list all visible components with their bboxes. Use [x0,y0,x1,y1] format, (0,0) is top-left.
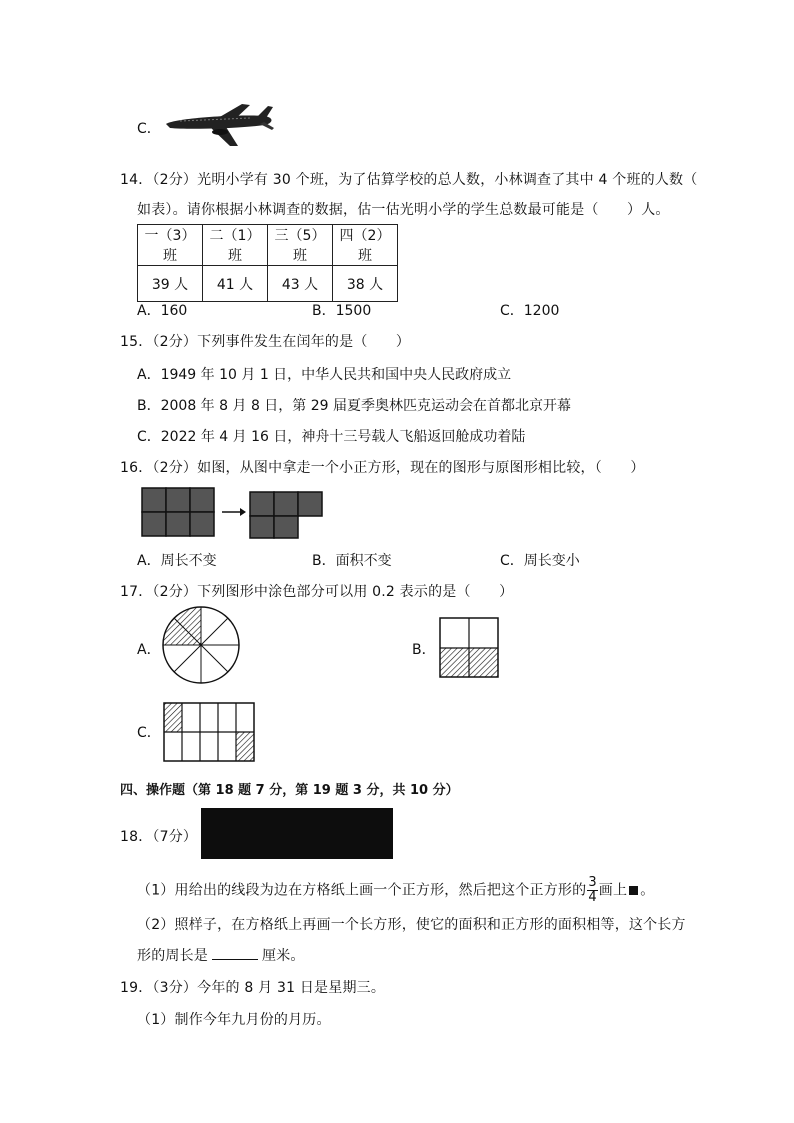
table-cell: 43 人 [268,266,333,302]
q13-option-c-label: C． [137,121,161,137]
q15-option-a[interactable]: A．1949 年 10 月 1 日，中华人民共和国中央人民政府成立 [137,367,512,383]
q14-option-b[interactable]: B．1500 [312,303,372,319]
q17-option-b-square [438,616,500,680]
q18-part2-line1: （2）照样子，在方格纸上再画一个长方形，使它的面积和正方形的面积相等，这个长方 [137,917,686,933]
table-row [138,266,398,302]
table-cell: 41 人 [203,266,268,302]
table-header-row [138,225,398,266]
q19-part1: （1）制作今年九月份的月历。 [137,1012,331,1028]
table-header-cell: 一（3）班 [138,225,203,266]
q14-option-a[interactable]: A．160 [137,303,188,319]
table-header-cell: 四（2）班 [333,225,398,266]
q17-option-a-label[interactable]: A． [137,642,161,658]
q17-stem: 17．（2分）下列图形中涂色部分可以用 0.2 表示的是（ ） [120,584,514,600]
table-cell: 39 人 [138,266,203,302]
q17-option-a-circle [160,604,242,686]
q18-part1 [137,876,654,905]
q15-stem: 15．（2分）下列事件发生在闰年的是（ ） [120,334,411,350]
q18-part1-period: 。 [640,882,655,899]
q18-part2-unit: 厘米。 [262,948,305,964]
table-header-cell: 二（1）班 [203,225,268,266]
fraction-numerator: 3 [588,875,597,890]
q14-class-table [137,224,398,302]
q16-stem: 16．（2分）如图，从图中拿走一个小正方形，现在的图形与原图形相比较，（ ） [120,460,645,476]
q15-option-b[interactable]: B．2008 年 8 月 8 日，第 29 届夏季奥林匹克运动会在首都北京开幕 [137,398,572,414]
q18-part1-text: （1）用给出的线段为边在方格纸上画一个正方形，然后把这个正方形的 [137,882,587,899]
section-4-title: 四、操作题（第 18 题 7 分，第 19 题 3 分，共 10 分） [120,783,459,798]
q18-part2-text: 形的周长是 [137,948,208,964]
q17-option-c-label[interactable]: C． [137,725,161,741]
answer-blank[interactable] [212,945,258,960]
three-quarters-fraction [587,876,597,905]
q14-option-c[interactable]: C．1200 [500,303,560,319]
q19-stem: 19．（3分）今年的 8 月 31 日是星期三。 [120,980,386,996]
q16-option-c[interactable]: C．周长变小 [500,553,580,569]
q18-stem: 18．（7分） [120,829,198,845]
q18-part1-tail: 画上 [598,882,628,899]
q16-figure [140,486,330,540]
q18-part2-line2 [137,945,305,965]
black-square-icon [629,886,638,895]
q18-grid-paper-image [201,808,393,859]
q16-option-a[interactable]: A．周长不变 [137,553,217,569]
table-header-cell: 三（5）班 [268,225,333,266]
q14-stem-line1: 14．（2分）光明小学有 30 个班，为了估算学校的总人数，小林调查了其中 4 个班的人数（ [120,172,698,188]
q16-option-b[interactable]: B．面积不变 [312,553,392,569]
airplane-icon [160,102,276,148]
q17-option-b-label[interactable]: B． [412,642,436,658]
q17-option-c-grid [162,701,256,763]
q15-option-c[interactable]: C．2022 年 4 月 16 日，神舟十三号载人飞船返回舱成功着陆 [137,429,526,445]
fraction-denominator: 4 [588,890,597,905]
q14-stem-line2: 如表）。请你根据小林调查的数据，估一估光明小学的学生总数最可能是（ ）人。 [137,202,670,218]
table-cell: 38 人 [333,266,398,302]
